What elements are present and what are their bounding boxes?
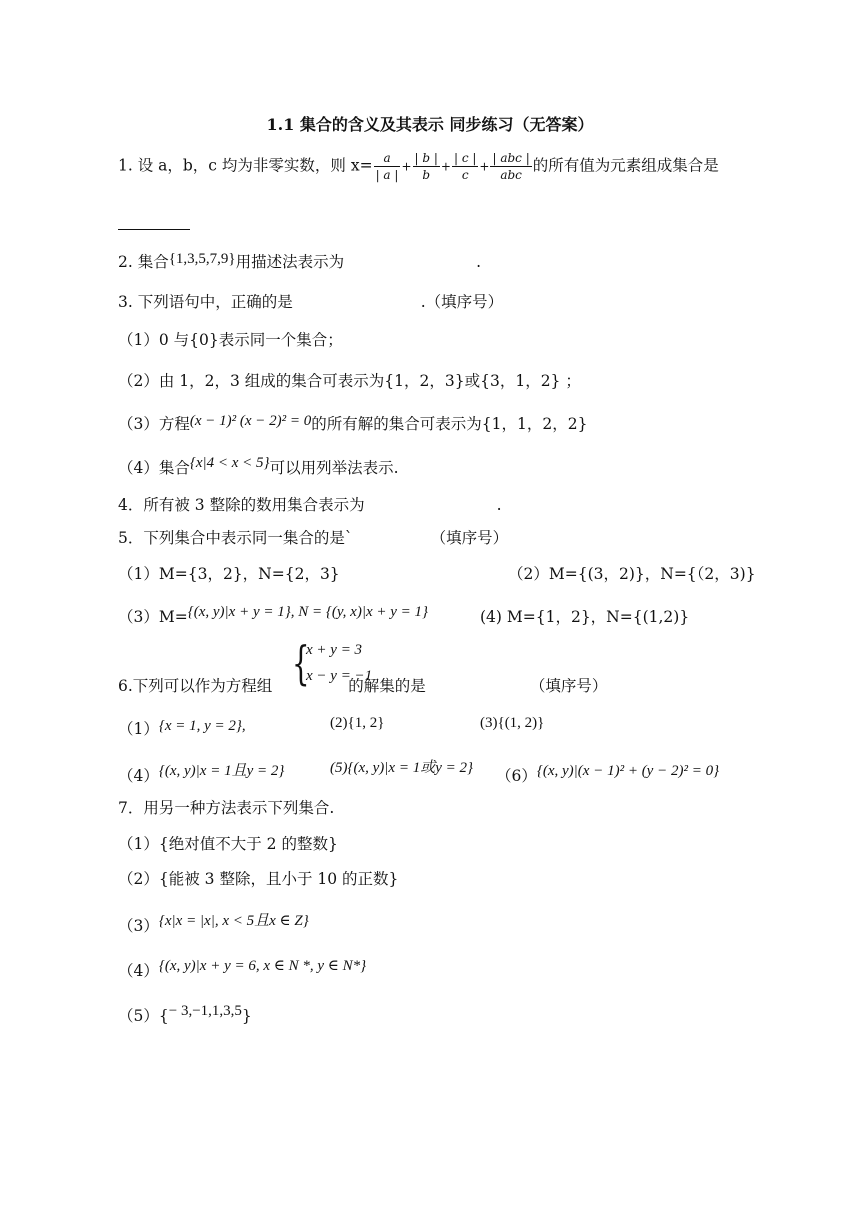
- q3-option-4: （4）集合{x|4 < x < 5}可以用列举法表示.: [118, 455, 399, 477]
- question-2: 2. 集合{1,3,5,7,9}用描述法表示为 .: [118, 251, 482, 271]
- q5-sets: {(x, y)|x + y = 1}, N = {(y, x)|x + y = 1}: [187, 604, 429, 620]
- q6-option-4: （4）{(x, y)|x = 1且y = 2}: [118, 763, 285, 785]
- q5-option-2: （2）M={(3，2)}，N={（2，3)}: [508, 565, 756, 583]
- question-4: 4．所有被 3 整除的数用集合表示为 .: [118, 496, 502, 514]
- q3-option-2: （2）由 1，2，3 组成的集合可表示为{1，2，3}或{3，1，2} ；: [118, 372, 581, 390]
- question-3: 3. 下列语句中，正确的是 .（填序号）: [118, 293, 504, 311]
- q7-item-1: （1）{绝对值不大于 2 的整数}: [118, 835, 338, 853]
- fraction-a: $\frac{a}{| a |}$: [375, 151, 399, 182]
- q2-set: {1,3,5,7,9}: [168, 251, 236, 267]
- q6-option-6: （6）{(x, y)|(x − 1)² + (y − 2)² = 0}: [496, 763, 720, 785]
- q3-equation: (x − 1)² (x − 2)² = 0: [189, 413, 312, 429]
- equation-2: x − y = −1: [306, 668, 373, 684]
- q3-set: {x|4 < x < 5}: [189, 455, 270, 471]
- question-6: 6.下列可以作为方程组 的解集的是 （填序号）: [118, 677, 608, 695]
- q6-option-1: （1）{x = 1, y = 2},: [118, 718, 246, 738]
- q5-option-4: (4) M={1，2}，N={(1,2)}: [480, 608, 690, 626]
- answer-blank: [118, 229, 190, 230]
- fraction-b: $\frac{| b |}{b}$: [414, 151, 438, 182]
- q7-item-3: （3）{x|x = |x|, x < 5且x ∈ Z}: [118, 913, 309, 935]
- brace-icon: {: [292, 636, 310, 690]
- q5-option-3: （3）M={(x, y)|x + y = 1}, N = {(y, x)|x + y = 1}: [118, 604, 429, 626]
- question-5: 5．下列集合中表示同一集合的是` （填序号）: [118, 529, 509, 547]
- q1-suffix: 的所有值为元素组成集合是: [532, 156, 719, 175]
- question-7: 7．用另一种方法表示下列集合.: [118, 799, 335, 817]
- fraction-abc: $\frac{\text{| abc |}}{\text{abc}}$: [492, 151, 530, 182]
- q7-item-4: （4）{(x, y)|x + y = 6, x ∈ N *, y ∈ N*}: [118, 958, 367, 980]
- equation-system: [292, 636, 382, 690]
- equation-1: x + y = 3: [306, 642, 363, 658]
- q5-option-1: （1）M={3，2}，N={2，3}: [118, 565, 340, 583]
- q7-item-2: （2）{能被 3 整除，且小于 10 的正数}: [118, 870, 399, 888]
- question-1: 1. 设 a，b，c 均为非零实数，则 x= $\frac{a}{| a |}$ + $\frac{| b |}{b}$ + $\frac{| c |}{c}$ + $\frac{\text{| abc |}}{\text{abc}}$ 的所有值为元素组成集合是: [118, 151, 719, 182]
- q7-item-5: （5）{− 3,−1,1,3,5}: [118, 1003, 252, 1025]
- q6-option-2: (2){1, 2}: [330, 715, 385, 731]
- fraction-c: $\frac{| c |}{c}$: [453, 151, 477, 182]
- q6-option-3: (3){(1, 2)}: [480, 715, 545, 731]
- q6-option-5: (5){(x, y)|x = 1或y = 2}: [330, 760, 473, 776]
- q3-option-1: （1）0 与{0}表示同一个集合；: [118, 331, 343, 349]
- q3-option-3: （3）方程(x − 1)² (x − 2)² = 0的所有解的集合可表示为{1，1，2，2}: [118, 413, 588, 433]
- q1-prefix: 1. 设 a，b，c 均为非零实数，则 x=: [118, 156, 373, 175]
- page-title: 1.1 集合的含义及其表示 同步练习（无答案）: [266, 115, 594, 134]
